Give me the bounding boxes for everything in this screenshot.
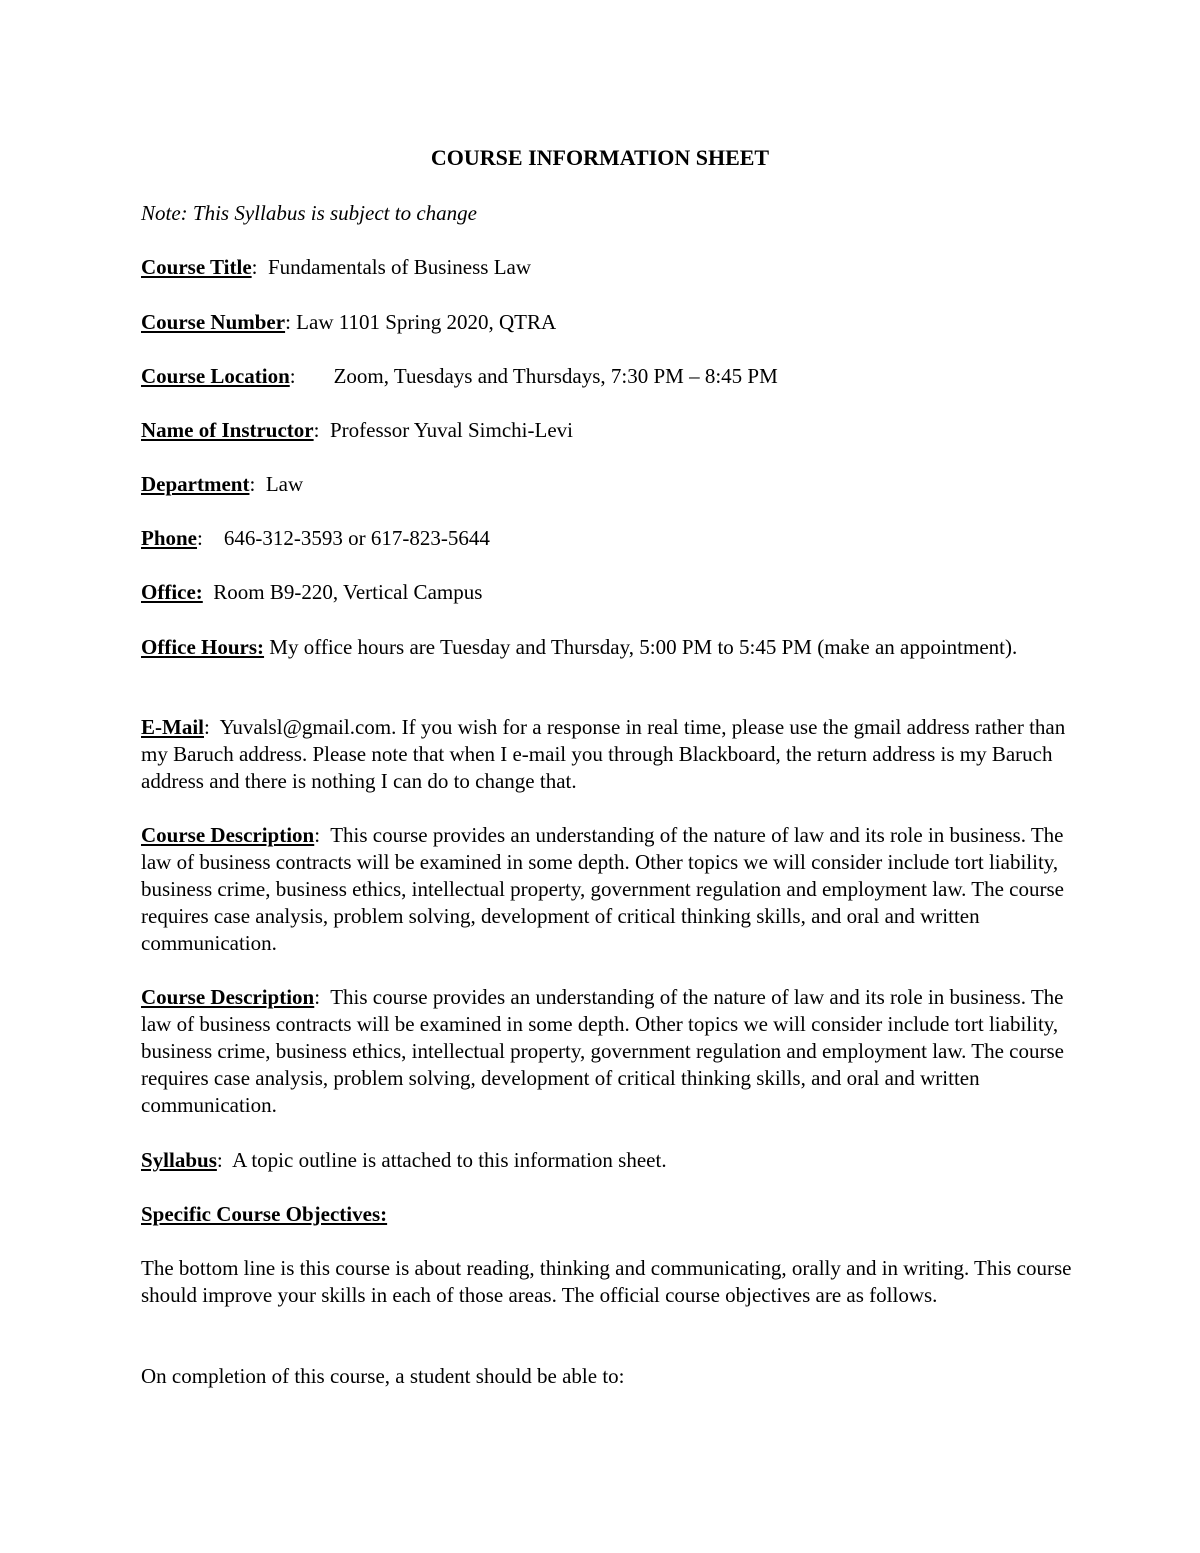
department-field: Department: Law [141,472,304,496]
email-label: E-Mail [141,715,204,739]
phone-value: 646-312-3593 or 617-823-5644 [223,526,490,550]
syllabus-note: Note: This Syllabus is subject to change [141,201,477,225]
objectives-intro: The bottom line is this course is about reading, thinking and communicating, orally and in writing. This course should improve your skills in each of those areas. The official course objectives are as follows. [141,1256,1072,1307]
office-value: Room B9-220, Vertical Campus [213,580,483,604]
course-description-field: Course Description: This course provides an understanding of the nature of law and its role in business. The law of business contracts will be examined in some depth. Other topics we will consider include tort liability, business crime, business ethics, intellectual property, government regulation and employment law. The course requires case analysis, problem solving, development of critical thinking skills, and oral and written communication. [141,823,1064,955]
course-description-field-repeat: Course Description: This course provides an understanding of the nature of law and its role in business. The law of business contracts will be examined in some depth. Other topics we will consider include tort liability, business crime, business ethics, intellectual property, government regulation and employment law. The course requires case analysis, problem solving, development of critical thinking skills, and oral and written communication. [141,985,1064,1117]
course-number-value: Law 1101 Spring 2020, QTRA [296,310,557,334]
office-hours-label: Office Hours: [141,635,265,659]
office-hours-field [141,634,1081,661]
email-value: Yuvalsl@gmail.com. If you wish for a response in real time, please use the gmail address rather than my Baruch address. Please note that when I e-mail you through Blackboard, the return address is my Baruch address and there is nothing I can do to change that. [141,715,1066,793]
phone-field: Phone: 646-312-3593 or 617-823-5644 [141,526,490,550]
completion-line: On completion of this course, a student should be able to: [141,1364,625,1388]
course-location-label: Course Location [141,364,290,388]
course-description-value-repeat: This course provides an understanding of the nature of law and its role in business. The law of business contracts will be examined in some depth. Other topics we will consider include tort liability, business crime, business ethics, intellectual property, government regulation and employment law. The course requires case analysis, problem solving, development of critical thinking skills, and oral and written communication. [141,985,1064,1117]
course-title-label: Course Title [141,255,252,279]
syllabus-label: Syllabus [141,1148,217,1172]
course-description-label: Course Description [141,823,315,847]
course-location-value: Zoom, Tuesdays and Thursdays, 7:30 PM – 8:45 PM [333,364,778,388]
office-hours-value: My office hours are Tuesday and Thursday, 5:00 PM to 5:45 PM (make an appointment). [269,635,1018,659]
course-title-field: Course Title: Fundamentals of Business Law [141,255,532,279]
instructor-label: Name of Instructor [141,418,314,442]
course-location-field: Course Location: Zoom, Tuesdays and Thursdays, 7:30 PM – 8:45 PM [141,364,778,388]
page-title: COURSE INFORMATION SHEET [430,145,770,170]
syllabus-value: A topic outline is attached to this information sheet. [232,1148,667,1172]
course-number-field: Course Number: Law 1101 Spring 2020, QTRA [141,310,557,334]
instructor-field: Name of Instructor: Professor Yuval Simchi-Levi [141,418,573,442]
course-description-value: This course provides an understanding of the nature of law and its role in business. The law of business contracts will be examined in some depth. Other topics we will consider include tort liability, business crime, business ethics, intellectual property, government regulation and employment law. The course requires case analysis, problem solving, development of critical thinking skills, and oral and written communication. [141,823,1064,955]
office-label: Office: [141,580,203,604]
syllabus-field: Syllabus: A topic outline is attached to this information sheet. [141,1148,667,1172]
phone-label: Phone [141,526,198,550]
office-field [141,579,1081,606]
instructor-value: Professor Yuval Simchi-Levi [329,418,573,442]
course-number-label: Course Number [141,310,286,334]
course-description-label-repeat: Course Description [141,985,315,1009]
email-field: E-Mail: Yuvalsl@gmail.com. If you wish for a response in real time, please use the gmail address rather than my Baruch address. Please note that when I e-mail you through Blackboard, the return address is my Baruch address and there is nothing I can do to change that. [141,715,1066,793]
department-value: Law [265,472,304,496]
objectives-heading: Specific Course Objectives: [141,1202,388,1226]
department-label: Department [141,472,250,496]
course-title-value: Fundamentals of Business Law [267,255,532,279]
